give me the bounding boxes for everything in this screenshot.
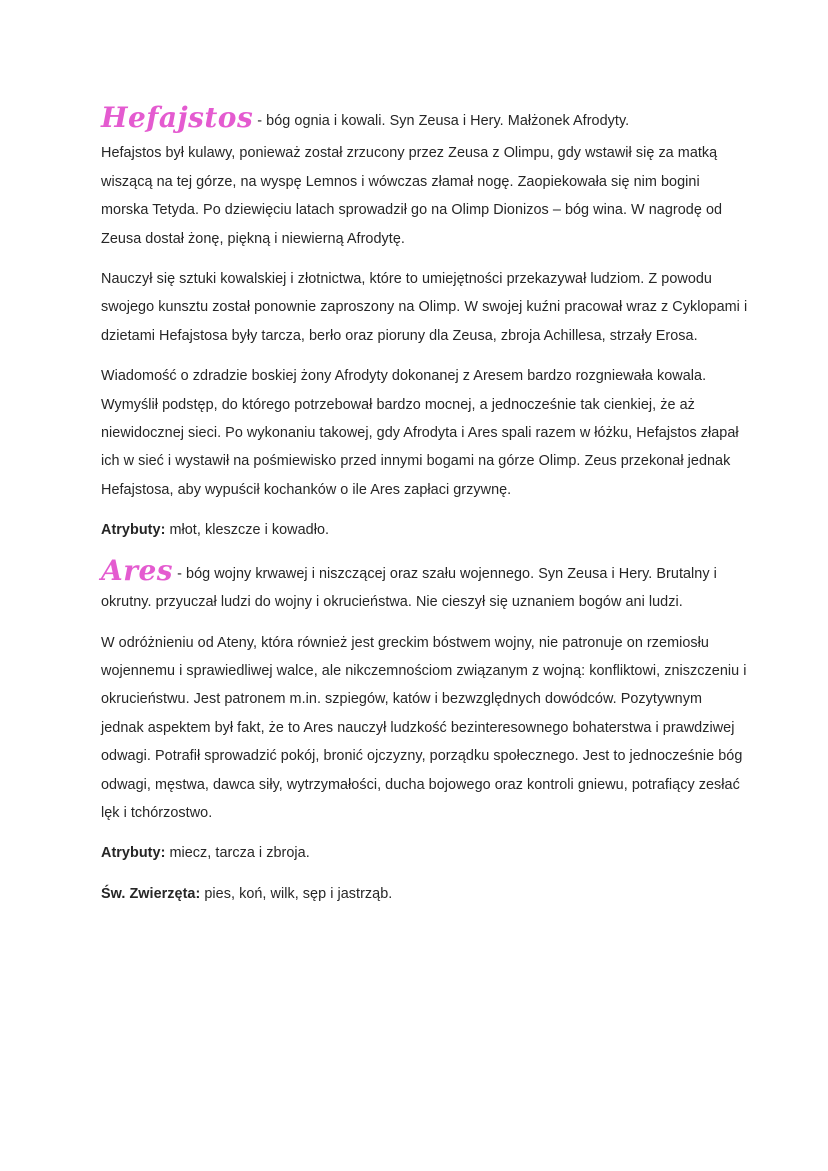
hefajstos-attributes-label: Atrybuty: — [101, 522, 166, 539]
section-hefajstos — [101, 101, 748, 545]
hefajstos-attributes — [101, 516, 748, 544]
ares-animals-label: Św. Zwierzęta: — [101, 885, 201, 902]
ares-sacred-animals — [101, 880, 748, 908]
ares-paragraph-1: W odróżnieniu od Ateny, która również jest greckim bóstwem wojny, nie patronuje on rzemiosłu wojennemu i sprawiedliwej walce, ale nikczemnościom związanym z wojną: konfliktowi, zniszczeniu i okrucieństwu. Jest patronem m.in. szpiegów, katów i bezwzględnych dowódców. Pozytywnym jednak aspektem był fakt, że to Ares nauczył ludzkość bezinteresownego bohaterstwa i prawdziwej odwagi. Potrafił sprowadzić pokój, bronić ojczyzny, porządku społecznego. Jest to jednocześnie bóg odwagi, męstwa, dawca siły, wytrzymałości, ducha bojowego oraz kontroli gniewu, potrafiący zesłać lęk i tchórzostwo. — [101, 634, 747, 821]
hefajstos-heading-line — [101, 101, 748, 135]
ares-heading-line — [101, 553, 748, 617]
ares-animals-value: pies, koń, wilk, sęp i jastrząb. — [200, 885, 393, 902]
ares-attributes-value: miecz, tarcza i zbroja. — [165, 845, 310, 862]
hefajstos-paragraph-3: Wiadomość o zdradzie boskiej żony Afrodyty dokonanej z Aresem bardzo rozgniewała kowala. Wymyślił podstęp, do którego potrzebował bardzo mocnej, a jednocześnie tak cienkiej, że aż niewidocznej sieci. Po wykonaniu takowej, gdy Afrodyta i Ares spali razem w łóżku, Hefajstos złapał ich w sieć i wystawił na pośmiewisko przed innymi bogami na górze Olimp. Zeus przekonał jednak Hefajstosa, aby wypuścił kochanków o ile Ares zapłaci grzywnę. — [101, 368, 739, 498]
ares-attributes — [101, 839, 748, 867]
ares-lead: - bóg wojny krwawej i niszczącej oraz szału wojennego. Syn Zeusa i Hery. Brutalny i okrutny. przyuczał ludzi do wojny i okrucieństwa. Nie cieszył się uznaniem bogów ani ludzi. — [101, 565, 717, 611]
hefajstos-attributes-value: młot, kleszcze i kowadło. — [165, 522, 330, 539]
ares-title: Ares — [101, 553, 174, 587]
hefajstos-title: Hefajstos — [101, 101, 254, 134]
hefajstos-paragraph-1: Hefajstos był kulawy, ponieważ został zrzucony przez Zeusa z Olimpu, gdy wstawił się za matką wiszącą na tej górze, na wyspę Lemnos i wówczas złamał nogę. Zaopiekowała się nim bogini morska Tetyda. Po dziewięciu latach sprowadził go na Olimp Dionizos – bóg wina. W nagrodę od Zeusa dostał żonę, piękną i niewierną Afrodytę. — [101, 145, 723, 247]
hefajstos-paragraph-2: Nauczył się sztuki kowalskiej i złotnictwa, które to umiejętności przekazywał ludziom. Z powodu swojego kunsztu został ponownie zaproszony na Olimp. W swojej kuźni pracował wraz z Cyklopami i dzietami Hefajstosa były tarcza, berło oraz pioruny dla Zeusa, zbroja Achillesa, strzały Erosa. — [101, 271, 748, 344]
ares-attributes-label: Atrybuty: — [101, 845, 166, 862]
section-ares — [101, 553, 748, 908]
hefajstos-lead: - bóg ognia i kowali. Syn Zeusa i Hery. Małżonek Afrodyty. — [257, 113, 630, 129]
